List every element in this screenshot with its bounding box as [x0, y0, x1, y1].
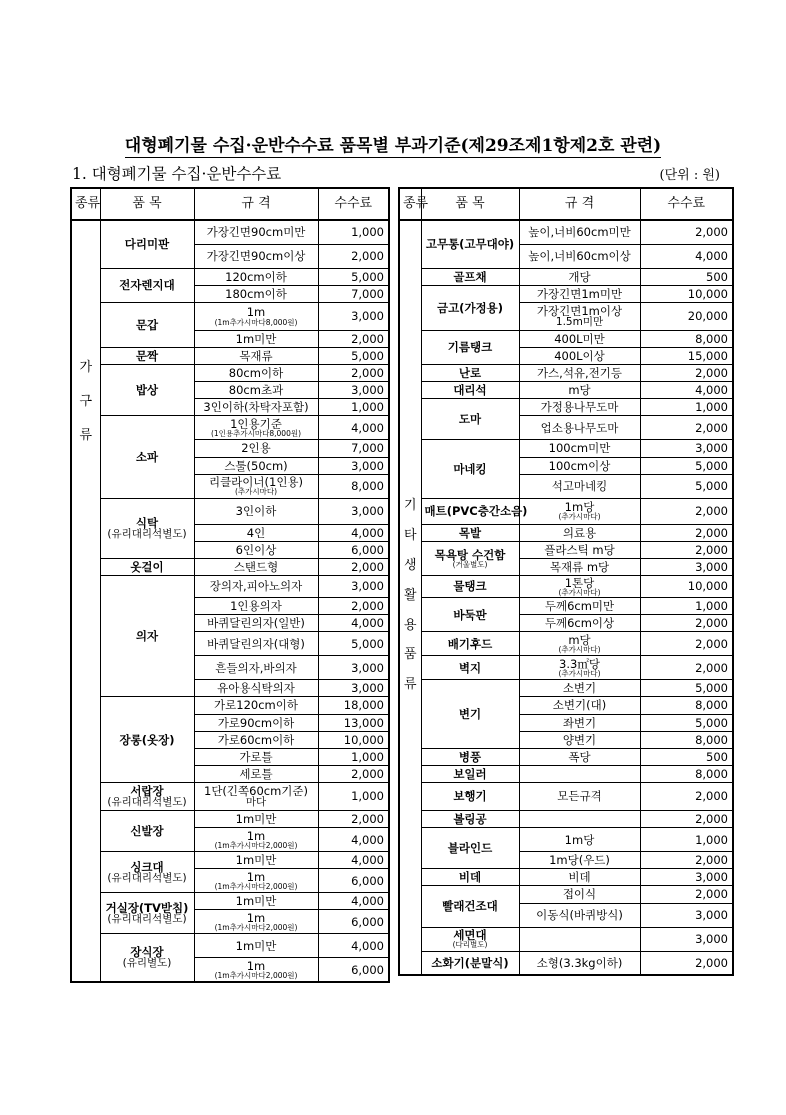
fee-cell: 2,000 [318, 811, 389, 828]
spec-cell: 유아용식탁의자 [194, 680, 318, 697]
spec-cell: 세로틀 [194, 765, 318, 782]
fee-cell: 5,000 [318, 268, 389, 285]
item-cell: 세면대 (다리별도) [421, 927, 519, 951]
item-cell: 옷걸이 [100, 558, 194, 575]
spec-cell: 1m미만 [194, 330, 318, 347]
fee-cell: 5,000 [640, 714, 733, 731]
spec-cell: 바퀴달린의자(일반) [194, 615, 318, 632]
category-misc: 기 타 생 활 용 품 류 [399, 220, 421, 975]
item-cell: 다리미판 [100, 220, 194, 268]
spec-cell: 100cm이상 [519, 457, 640, 474]
spec-cell: 소변기(대) [519, 697, 640, 714]
fee-cell: 2,000 [640, 541, 733, 558]
spec-cell: 높이,너비60cm미만 [519, 220, 640, 244]
fee-table-right [398, 187, 734, 976]
fee-cell: 4,000 [640, 244, 733, 268]
spec-cell: 3.3㎡당 (추가시마다) [519, 656, 640, 680]
fee-cell: 6,000 [318, 958, 389, 982]
fee-cell: 7,000 [318, 285, 389, 302]
fee-table-left [70, 187, 390, 983]
spec-cell: 가장긴면1m미만 [519, 285, 640, 302]
table-header [71, 188, 389, 220]
spec-cell: 소형(3.3kg이하) [519, 951, 640, 975]
section-subtitle: 1. 대형폐기물 수집·운반수수료 [72, 165, 282, 183]
spec-cell: 이동식(바퀴방식) [519, 903, 640, 927]
item-cell: 벽지 [421, 656, 519, 680]
fee-cell: 3,000 [318, 680, 389, 697]
spec-cell: 400L이상 [519, 347, 640, 364]
spec-cell: 모든규격 [519, 783, 640, 811]
fee-cell: 3,000 [640, 440, 733, 457]
spec-cell: 1m미만 [194, 893, 318, 910]
spec-cell: 가로60cm이하 [194, 731, 318, 748]
header-item: 품 목 [100, 188, 194, 220]
fee-cell: 2,000 [640, 951, 733, 975]
item-cell: 블라인드 [421, 828, 519, 869]
item-cell: 비데 [421, 869, 519, 886]
header-fee: 수수료 [640, 188, 733, 220]
spec-cell: 1인용의자 [194, 598, 318, 615]
fee-cell: 1,000 [318, 748, 389, 765]
fee-cell: 8,000 [318, 474, 389, 498]
fee-cell: 1,000 [318, 783, 389, 811]
spec-cell: 소변기 [519, 680, 640, 697]
spec-cell: 가로틀 [194, 748, 318, 765]
fee-cell: 2,000 [318, 765, 389, 782]
fee-cell: 2,000 [640, 498, 733, 524]
fee-cell: 2,000 [640, 783, 733, 811]
item-cell: 바둑판 [421, 598, 519, 632]
fee-cell: 2,000 [318, 244, 389, 268]
fee-cell: 2,000 [640, 811, 733, 828]
spec-cell: 접이식 [519, 886, 640, 903]
item-cell: 기름탱크 [421, 330, 519, 364]
fee-cell: 4,000 [318, 828, 389, 852]
item-cell: 골프채 [421, 268, 519, 285]
spec-cell: 스탠드형 [194, 558, 318, 575]
fee-cell: 2,000 [640, 220, 733, 244]
fee-cell: 1,000 [318, 220, 389, 244]
spec-cell: 1m (1m추가시마다2,000원) [194, 869, 318, 893]
fee-cell: 8,000 [640, 330, 733, 347]
spec-cell: 1m미만 [194, 934, 318, 958]
fee-cell: 2,000 [640, 416, 733, 440]
item-cell: 목발 [421, 524, 519, 541]
item-cell: 전자렌지대 [100, 268, 194, 302]
spec-cell: 6인이상 [194, 541, 318, 558]
fee-cell: 5,000 [640, 474, 733, 498]
spec-cell: 양변기 [519, 731, 640, 748]
fee-cell: 3,000 [640, 927, 733, 951]
item-cell: 장식장 (유리별도) [100, 934, 194, 982]
spec-cell: 3인이하 [194, 498, 318, 524]
fee-cell: 7,000 [318, 440, 389, 457]
table-header [399, 188, 733, 220]
item-cell: 보행기 [421, 783, 519, 811]
spec-cell: 1m당 (추가시마다) [519, 498, 640, 524]
spec-cell: 가장긴면90cm미만 [194, 220, 318, 244]
spec-cell: 1m (1m추가시마다2,000원) [194, 910, 318, 934]
page-title: 대형폐기물 수집·운반수수료 품목별 부과기준(제29조제1항제2호 관련) [124, 136, 662, 156]
fee-cell: 2,000 [640, 886, 733, 903]
spec-cell: 가장긴면90cm이상 [194, 244, 318, 268]
spec-cell [519, 811, 640, 828]
spec-cell: 2인용 [194, 440, 318, 457]
spec-cell: 두께6cm미만 [519, 598, 640, 615]
item-cell: 장롱(옷장) [100, 697, 194, 783]
item-cell: 밥상 [100, 365, 194, 416]
spec-cell: 가장긴면1m이상 1.5m미만 [519, 302, 640, 330]
fee-cell: 6,000 [318, 910, 389, 934]
fee-cell: 10,000 [318, 731, 389, 748]
spec-cell [519, 765, 640, 782]
fee-cell: 2,000 [640, 615, 733, 632]
item-cell: 문짝 [100, 347, 194, 364]
fee-cell: 2,000 [318, 598, 389, 615]
fee-cell: 13,000 [318, 714, 389, 731]
fee-cell: 5,000 [318, 632, 389, 656]
spec-cell: 1m (1m추가시마다2,000원) [194, 958, 318, 982]
fee-cell: 4,000 [640, 382, 733, 399]
category-furniture: 가 구 류 [71, 220, 100, 982]
fee-cell: 1,000 [640, 828, 733, 852]
spec-cell: 스툴(50cm) [194, 457, 318, 474]
item-cell: 빨래건조대 [421, 886, 519, 927]
spec-cell: 두께6cm이상 [519, 615, 640, 632]
spec-cell: 의료용 [519, 524, 640, 541]
item-cell: 대리석 [421, 382, 519, 399]
spec-cell: 3인이하(차탁자포함) [194, 399, 318, 416]
fee-cell: 2,000 [640, 632, 733, 656]
fee-cell: 1,000 [318, 399, 389, 416]
fee-cell: 6,000 [318, 869, 389, 893]
header-type: 종류 [399, 188, 421, 220]
item-cell: 마네킹 [421, 440, 519, 498]
spec-cell: 장의자,피아노의자 [194, 576, 318, 598]
fee-cell: 2,000 [640, 365, 733, 382]
item-cell: 식탁 (유리대리석별도) [100, 498, 194, 558]
fee-cell: 3,000 [318, 302, 389, 330]
item-cell: 금고(가정용) [421, 285, 519, 330]
spec-cell: 400L미만 [519, 330, 640, 347]
fee-cell: 4,000 [318, 524, 389, 541]
header-type: 종류 [71, 188, 100, 220]
spec-cell: 개당 [519, 268, 640, 285]
item-cell: 소파 [100, 416, 194, 498]
fee-cell: 500 [640, 748, 733, 765]
spec-cell: 폭당 [519, 748, 640, 765]
item-cell: 보일러 [421, 765, 519, 782]
fee-cell: 2,000 [318, 330, 389, 347]
spec-cell: 1m미만 [194, 852, 318, 869]
spec-cell: 가스,석유,전기등 [519, 365, 640, 382]
fee-cell: 15,000 [640, 347, 733, 364]
spec-cell: m당 (추가시마다) [519, 632, 640, 656]
spec-cell: 플라스틱 m당 [519, 541, 640, 558]
fee-cell: 4,000 [318, 893, 389, 910]
fee-cell: 2,000 [640, 656, 733, 680]
fee-cell: 5,000 [640, 457, 733, 474]
fee-cell: 1,000 [640, 598, 733, 615]
fee-cell: 2,000 [640, 852, 733, 869]
spec-cell: 1톤당 (추가시마다) [519, 576, 640, 598]
item-cell: 도마 [421, 399, 519, 440]
fee-cell: 3,000 [640, 558, 733, 575]
fee-cell: 2,000 [318, 365, 389, 382]
spec-cell: 비데 [519, 869, 640, 886]
spec-cell: 1단(긴쪽60cm기준) 마다 [194, 783, 318, 811]
spec-cell: 좌변기 [519, 714, 640, 731]
fee-cell: 2,000 [318, 558, 389, 575]
spec-cell [519, 927, 640, 951]
fee-cell: 8,000 [640, 731, 733, 748]
item-cell: 변기 [421, 680, 519, 749]
fee-cell: 3,000 [318, 457, 389, 474]
spec-cell: 100cm미만 [519, 440, 640, 457]
fee-cell: 4,000 [318, 852, 389, 869]
fee-cell: 8,000 [640, 697, 733, 714]
item-cell: 서랍장 (유리대리석별도) [100, 783, 194, 811]
spec-cell: 가로90cm이하 [194, 714, 318, 731]
spec-cell: 업소용나무도마 [519, 416, 640, 440]
fee-cell: 3,000 [318, 498, 389, 524]
spec-cell: 1m (1m추가시마다8,000원) [194, 302, 318, 330]
spec-cell: 리클라이너(1인용) (추가시마다) [194, 474, 318, 498]
spec-cell: 1m미만 [194, 811, 318, 828]
spec-cell: 1m (1m추가시마다2,000원) [194, 828, 318, 852]
spec-cell: 4인 [194, 524, 318, 541]
fee-cell: 3,000 [318, 382, 389, 399]
header-spec: 규 격 [194, 188, 318, 220]
fee-cell: 1,000 [640, 399, 733, 416]
fee-cell: 20,000 [640, 302, 733, 330]
fee-cell: 18,000 [318, 697, 389, 714]
item-cell: 목욕탕 수건함 (거울별도) [421, 541, 519, 575]
fee-cell: 5,000 [318, 347, 389, 364]
header-fee: 수수료 [318, 188, 389, 220]
fee-cell: 5,000 [640, 680, 733, 697]
unit-label: (단위 : 원) [659, 168, 720, 183]
fee-cell: 3,000 [318, 656, 389, 680]
spec-cell: 120cm이하 [194, 268, 318, 285]
fee-cell: 3,000 [318, 576, 389, 598]
item-cell: 싱크대 (유리대리석별도) [100, 852, 194, 893]
item-cell: 고무통(고무대야) [421, 220, 519, 268]
fee-cell: 3,000 [640, 869, 733, 886]
item-cell: 난로 [421, 365, 519, 382]
item-cell: 의자 [100, 576, 194, 697]
fee-cell: 2,000 [640, 524, 733, 541]
fee-cell: 8,000 [640, 765, 733, 782]
header-item: 품 목 [421, 188, 519, 220]
item-cell: 신발장 [100, 811, 194, 852]
item-cell: 문갑 [100, 302, 194, 347]
spec-cell: 1m당 [519, 828, 640, 852]
fee-cell: 500 [640, 268, 733, 285]
spec-cell: 높이,너비60cm이상 [519, 244, 640, 268]
spec-cell: m당 [519, 382, 640, 399]
spec-cell: 가로120cm이하 [194, 697, 318, 714]
fee-cell: 6,000 [318, 541, 389, 558]
fee-cell: 4,000 [318, 934, 389, 958]
spec-cell: 80cm초과 [194, 382, 318, 399]
item-cell: 거실장(TV받침) (유리대리석별도) [100, 893, 194, 934]
spec-cell: 180cm이하 [194, 285, 318, 302]
item-cell: 매트(PVC층간소음) [421, 498, 519, 524]
spec-cell: 80cm이하 [194, 365, 318, 382]
item-cell: 물탱크 [421, 576, 519, 598]
spec-cell: 1인용기준 (1인용추가시마다8,000원) [194, 416, 318, 440]
item-cell: 소화기(분말식) [421, 951, 519, 975]
fee-cell: 10,000 [640, 285, 733, 302]
item-cell: 병풍 [421, 748, 519, 765]
item-cell: 볼링공 [421, 811, 519, 828]
spec-cell: 목재류 [194, 347, 318, 364]
spec-cell: 목재류 m당 [519, 558, 640, 575]
fee-cell: 4,000 [318, 416, 389, 440]
fee-cell: 10,000 [640, 576, 733, 598]
spec-cell: 흔들의자,바의자 [194, 656, 318, 680]
header-spec: 규 격 [519, 188, 640, 220]
spec-cell: 석고마네킹 [519, 474, 640, 498]
fee-cell: 4,000 [318, 615, 389, 632]
spec-cell: 바퀴달린의자(대형) [194, 632, 318, 656]
spec-cell: 1m당(우드) [519, 852, 640, 869]
fee-cell: 3,000 [640, 903, 733, 927]
spec-cell: 가정용나무도마 [519, 399, 640, 416]
item-cell: 배기후드 [421, 632, 519, 656]
